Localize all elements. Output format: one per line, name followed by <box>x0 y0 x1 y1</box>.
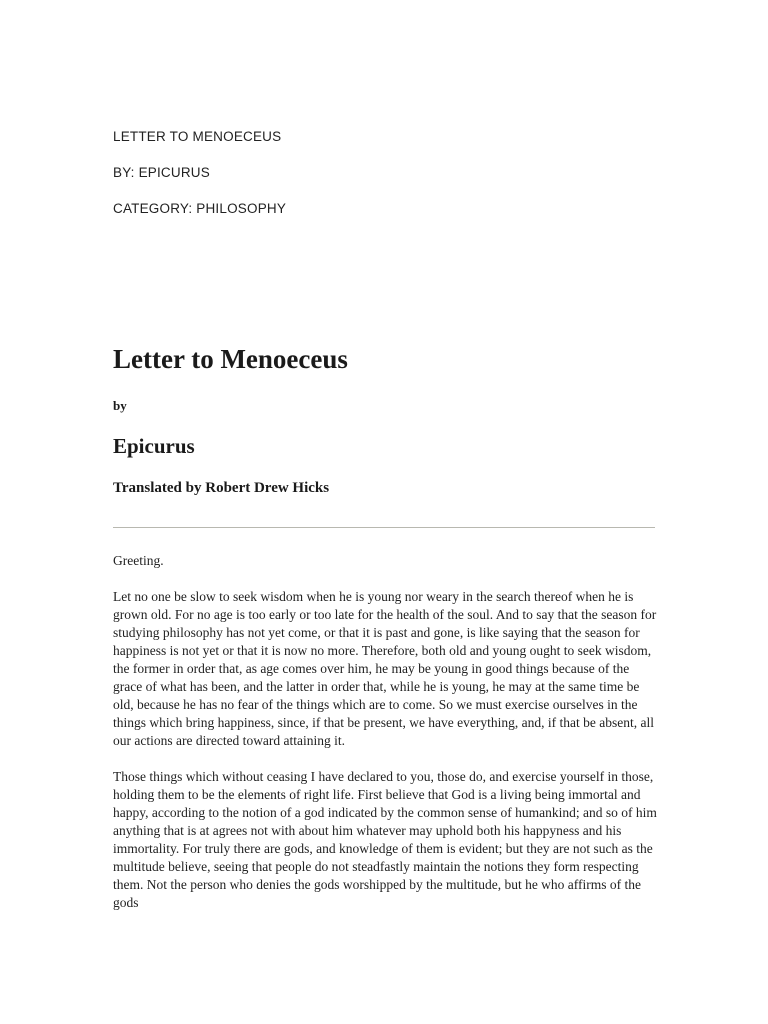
greeting: Greeting. <box>113 553 164 568</box>
paragraph: Those things which without ceasing I have declared to you, those do, and exercise yourself in those, holding them to be the elements of right life. First believe that God is a living being immortal and happy, according to the notion of a god indicated by the common sense of humankind; and so of him anything that is at agrees not with about him whatever may uphold both his happyness and his immortality. For truly there are gods, and knowledge of them is evident; but they are not such as the multitude believe, seeing that people do not steadfastly maintain the notions they form respecting them. Not the person who denies the gods worshipped by the multitude, but he who affirms of the gods <box>113 769 657 910</box>
translator-credit: Translated by Robert Drew Hicks <box>113 480 330 496</box>
document-title: Letter to Menoeceus <box>113 344 348 374</box>
header-title-line: LETTER TO MENOECEUS <box>113 129 282 144</box>
header-author-line: BY: EPICURUS <box>113 165 210 180</box>
paragraph: Let no one be slow to seek wisdom when he is young nor weary in the search thereof when he is grown old. For no age is too early or too late for the health of the soul. And to say that the season for studying philosophy has not yet come, or that it is past and gone, is like saying that the season for happiness is not yet or that it is now no more. Therefore, both old and young ought to seek wisdom, the former in order that, as age comes over him, he may be young in good things because of the grace of what has been, and the latter in order that, while he is young, he may at the same time be old, because he has no fear of the things which are to come. So we must exercise ourselves in the things which bring happiness, since, if that be present, we have everything, and, if that be absent, all our actions are directed toward attaining it. <box>113 589 657 748</box>
header-category-line: CATEGORY: PHILOSOPHY <box>113 201 287 216</box>
author-name: Epicurus <box>113 434 195 458</box>
letter-body <box>113 552 658 930</box>
by-label: by <box>113 398 127 413</box>
divider <box>113 527 655 528</box>
